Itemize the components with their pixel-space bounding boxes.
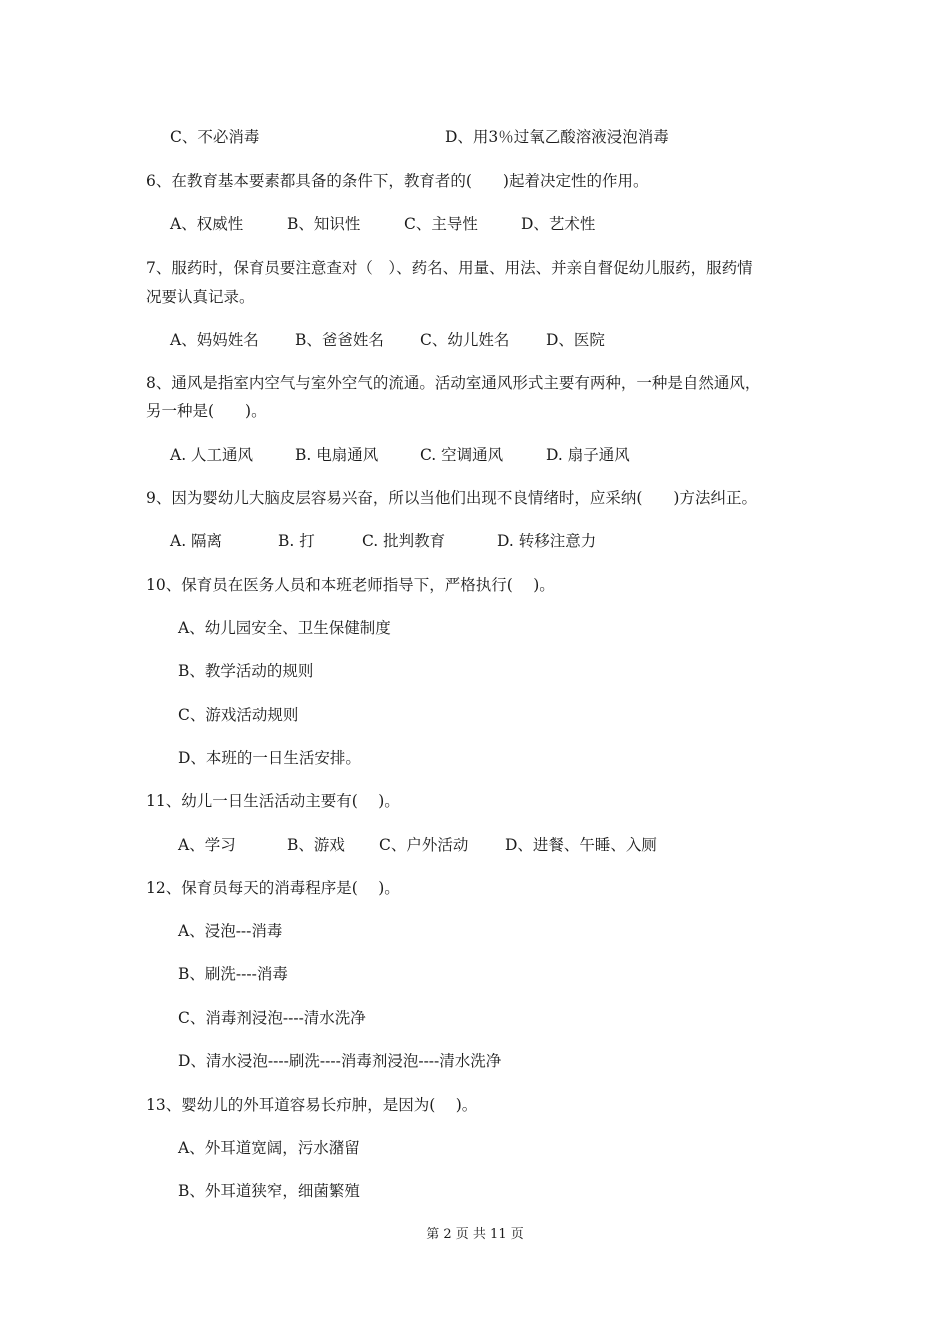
q6-option-d: D、艺术性 bbox=[521, 215, 596, 233]
q10-option-d: D、本班的一日生活安排。 bbox=[178, 749, 361, 767]
question-12-stem: 12、保育员每天的消毒程序是( )。 bbox=[146, 879, 400, 897]
q7-option-a: A、妈妈姓名 bbox=[170, 331, 259, 349]
q10-option-a: A、幼儿园安全、卫生保健制度 bbox=[178, 619, 391, 637]
q5-option-c: C、不必消毒 bbox=[170, 128, 260, 146]
question-7-stem-line2: 况要认真记录。 bbox=[146, 288, 255, 306]
q6-option-a: A、权威性 bbox=[170, 215, 244, 233]
q8-option-a: A. 人工通风 bbox=[170, 446, 254, 464]
question-11-stem: 11、幼儿一日生活活动主要有( )。 bbox=[146, 792, 400, 810]
q8-option-c: C. 空调通风 bbox=[420, 446, 504, 464]
q13-option-a: A、外耳道宽阔，污水潴留 bbox=[178, 1139, 360, 1157]
q7-option-b: B、爸爸姓名 bbox=[295, 331, 384, 349]
question-6-stem: 6、在教育基本要素都具备的条件下，教育者的( )起着决定性的作用。 bbox=[146, 172, 649, 190]
q7-option-d: D、医院 bbox=[546, 331, 605, 349]
question-7-stem-line1: 7、服药时，保育员要注意查对（ ）、药名、用量、用法、并亲自督促幼儿服药，服药情 bbox=[146, 259, 753, 277]
q11-option-c: C、户外活动 bbox=[379, 836, 469, 854]
q9-option-c: C. 批判教育 bbox=[362, 532, 446, 550]
q12-option-c: C、消毒剂浸泡----清水洗净 bbox=[178, 1009, 366, 1027]
q5-option-d: D、用3％过氧乙酸溶液浸泡消毒 bbox=[445, 128, 669, 146]
page-number-footer: 第 2 页 共 11 页 bbox=[426, 1227, 524, 1242]
q7-option-c: C、幼儿姓名 bbox=[420, 331, 510, 349]
q13-option-b: B、外耳道狭窄，细菌繁殖 bbox=[178, 1182, 360, 1200]
q8-option-b: B. 电扇通风 bbox=[295, 446, 379, 464]
q9-option-d: D. 转移注意力 bbox=[497, 532, 597, 550]
q9-option-b: B. 打 bbox=[278, 532, 315, 550]
question-9-stem: 9、因为婴幼儿大脑皮层容易兴奋，所以当他们出现不良情绪时，应采纳( )方法纠正。 bbox=[146, 489, 757, 507]
question-13-stem: 13、婴幼儿的外耳道容易长疖肿，是因为( )。 bbox=[146, 1096, 478, 1114]
q11-option-b: B、游戏 bbox=[287, 836, 345, 854]
q8-option-d: D. 扇子通风 bbox=[546, 446, 630, 464]
q10-option-c: C、游戏活动规则 bbox=[178, 706, 299, 724]
q9-option-a: A. 隔离 bbox=[170, 532, 223, 550]
q11-option-a: A、学习 bbox=[178, 836, 236, 854]
q6-option-b: B、知识性 bbox=[287, 215, 361, 233]
q6-option-c: C、主导性 bbox=[404, 215, 478, 233]
q11-option-d: D、进餐、午睡、入厕 bbox=[505, 836, 657, 854]
q12-option-a: A、浸泡---消毒 bbox=[178, 922, 283, 940]
q12-option-d: D、清水浸泡----刷洗----消毒剂浸泡----清水洗净 bbox=[178, 1052, 502, 1070]
question-10-stem: 10、保育员在医务人员和本班老师指导下，严格执行( )。 bbox=[146, 576, 555, 594]
q12-option-b: B、刷洗----消毒 bbox=[178, 965, 288, 983]
question-8-stem-line1: 8、通风是指室内空气与室外空气的流通。活动室通风形式主要有两种，一种是自然通风， bbox=[146, 374, 761, 392]
question-8-stem-line2: 另一种是( )。 bbox=[146, 402, 267, 420]
q10-option-b: B、教学活动的规则 bbox=[178, 662, 314, 680]
